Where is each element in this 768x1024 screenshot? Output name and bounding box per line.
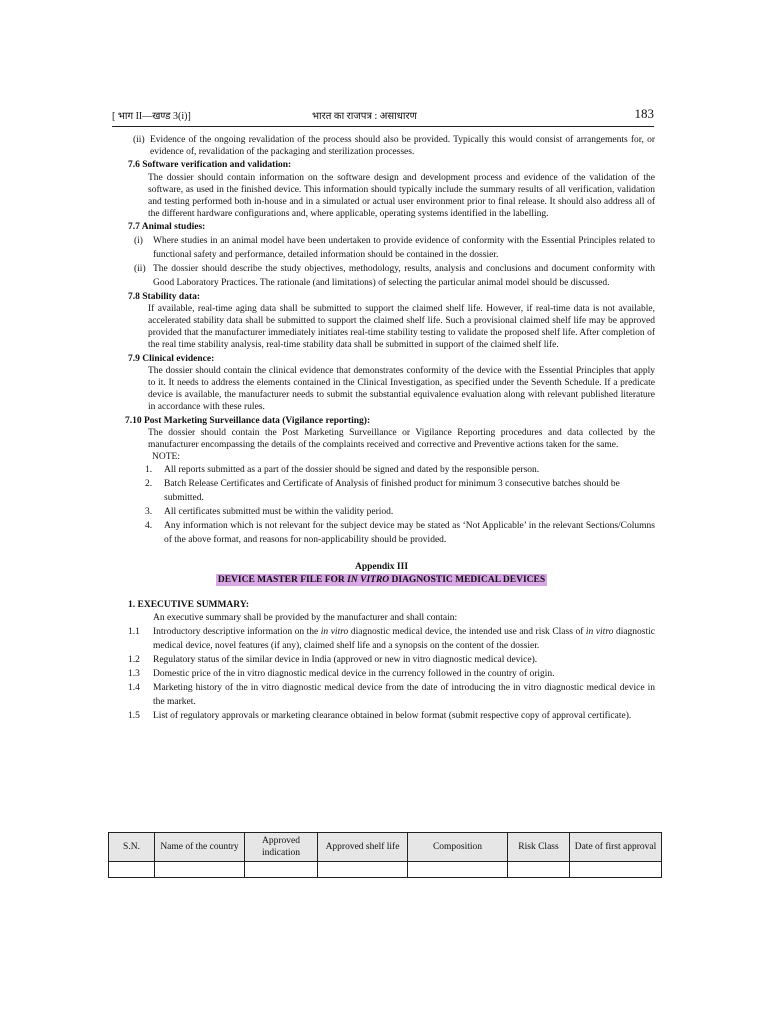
column-header-country: Name of the country [155, 833, 245, 862]
note-number: 1. [145, 465, 153, 476]
appendix-title [216, 574, 547, 586]
table-header-row [109, 833, 662, 862]
summary-text-italic: in vitro [320, 627, 349, 638]
column-header-first-approval: Date of first approval [570, 833, 662, 862]
page-header [112, 106, 654, 127]
section-7-6-heading: 7.6 Software verification and validation: [128, 160, 292, 171]
note-text-2: Batch Release Certificates and Certificate of Analysis of finished product for minimum 3 consecutive batches should be submitted. [164, 479, 620, 504]
note-item-2 [108, 477, 655, 505]
table-cell [109, 862, 155, 878]
appendix-title-pre: DEVICE MASTER FILE FOR [217, 574, 348, 585]
table-cell [570, 862, 662, 878]
header-section-ref: [ भाग II—खण्ड 3(i)] [112, 111, 191, 122]
summary-text-part: diagnostic medical device, the intended use and risk Class of [348, 627, 586, 638]
note-number: 3. [145, 507, 153, 518]
summary-text-1-2: Regulatory status of the similar device in India (approved or new in vitro diagnostic medical device). [153, 655, 538, 666]
regulatory-approvals-table [108, 832, 662, 878]
summary-item-1-2 [108, 653, 655, 667]
column-header-composition: Composition [408, 833, 508, 862]
item-number: (ii) [134, 263, 146, 274]
note-text-3: All certificates submitted must be within the validity period. [164, 507, 394, 518]
animal-study-text-2: The dossier should describe the study objectives, methodology, results, analysis and conclusions and document conformity with Good Laboratory Practices. The rationale (and limitations) of selecting the particular animal model should be discussed. [153, 263, 655, 288]
note-item-3 [108, 505, 655, 519]
table-cell [245, 862, 318, 878]
table-row [109, 862, 662, 878]
summary-item-1-1 [108, 625, 655, 653]
summary-number: 1.5 [128, 711, 140, 722]
summary-text-1-1 [153, 625, 655, 653]
summary-text-1-5: List of regulatory approvals or marketing clearance obtained in below format (submit respective copy of approval certificate). [153, 711, 632, 722]
section-7-8-text: If available, real-time aging data shall be submitted to support the claimed shelf life. However, if real-time data is not available, accelerated stability data shall be submitted to support the claimed shelf life. Such a provisional claimed shelf life may be approved provided that the manufacturer immediately initiates real-time stability testing to validate the proposed shelf life. After completion of the real time stability analysis, real-time stability data shall be submitted in support of the claimed shelf life. [148, 303, 655, 351]
item-number: (ii) [133, 135, 145, 145]
page-number: 183 [634, 106, 654, 121]
appendix-label: Appendix III [354, 562, 409, 573]
section-7-10-text: The dossier should contain the Post Marketing Surveillance or Vigilance Reporting procedures and data collected by the manufacturer encompassing the details of the complaints received and corrective and Preventive actions taken for the same. [148, 427, 655, 451]
summary-text-1-3: Domestic price of the in vitro diagnostic medical device in the currency followed in the country of origin. [153, 669, 555, 680]
executive-summary-intro: An executive summary shall be provided by the manufacturer and shall contain: [153, 613, 458, 624]
table-cell [508, 862, 570, 878]
summary-number: 1.3 [128, 669, 140, 680]
note-text-1: All reports submitted as a part of the dossier should be signed and dated by the responsible person. [164, 465, 540, 476]
section-7-10-heading: 7.10 Post Marketing Surveillance data (Vigilance reporting): [125, 415, 371, 426]
summary-item-1-3 [108, 667, 655, 681]
revalidation-item [108, 134, 655, 158]
animal-study-item-1 [108, 234, 655, 262]
note-number: 2. [145, 479, 153, 490]
section-7-7-heading: 7.7 Animal studies: [128, 222, 206, 233]
summary-number: 1.2 [128, 655, 140, 666]
appendix-title-italic: IN VITRO [347, 574, 390, 585]
column-header-shelf-life: Approved shelf life [318, 833, 408, 862]
header-gazette-title: भारत का राजपत्र : असाधारण [312, 111, 417, 122]
summary-text-1-4: Marketing history of the in vitro diagnostic medical device from the date of introducing the in vitro diagnostic medical device in the market. [153, 683, 655, 708]
note-item-4 [108, 519, 655, 547]
column-header-indication: Approved indication [245, 833, 318, 862]
column-header-risk-class: Risk Class [508, 833, 570, 862]
column-header-sn: S.N. [109, 833, 155, 862]
revalidation-text: Evidence of the ongoing revalidation of the process should also be provided. Typically this would consist of arrangements for, or evidence of, revalidation of the packaging and sterilization processes. [150, 135, 655, 158]
summary-text-part: diagnostic medical device, novel features (if any), claimed shelf life and a synopsis on the content of the dossier. [153, 627, 656, 652]
table-cell [408, 862, 508, 878]
table-cell [318, 862, 408, 878]
summary-text-italic: in vitro [585, 627, 614, 638]
table-cell [155, 862, 245, 878]
note-item-1 [108, 463, 655, 477]
note-label: NOTE: [152, 452, 180, 463]
section-7-9-text: The dossier should contain the clinical evidence that demonstrates conformity of the device with the Essential Principles that apply to it. It needs to address the elements contained in the Clinical Investigation, as specified under the Seventh Schedule. If a predicate device is available, the manufacturer needs to submit the substantial equivalence evaluation along with relevant published literature in accordance with these rules. [148, 365, 655, 413]
item-number: (i) [134, 235, 143, 246]
summary-text-part: Introductory descriptive information on the [153, 627, 321, 638]
summary-number: 1.4 [128, 683, 140, 694]
section-7-9-heading: 7.9 Clinical evidence: [128, 353, 215, 364]
summary-item-1-4 [108, 681, 655, 709]
document-body [108, 134, 655, 723]
summary-number: 1.1 [128, 627, 140, 638]
summary-item-1-5 [108, 709, 655, 723]
executive-summary-heading: 1. EXECUTIVE SUMMARY: [128, 599, 249, 610]
section-7-8-heading: 7.8 Stability data: [128, 291, 201, 302]
appendix-title-post: DIAGNOSTIC MEDICAL DEVICES [389, 574, 546, 585]
appendix-title-row [108, 574, 655, 586]
note-number: 4. [145, 521, 153, 532]
note-text-4: Any information which is not relevant for the subject device may be stated as ‘Not Applicable’ in the relevant Sections/Columns of the above format, and reasons for non-applicability should be provided. [164, 521, 655, 546]
animal-study-text-1: Where studies in an animal model have been undertaken to provide evidence of conformity with the Essential Principles related to functional safety and performance, detailed information should be contained in the dossier. [153, 235, 655, 260]
animal-study-item-2 [108, 262, 655, 290]
section-7-6-text: The dossier should contain information on the software design and development process and evidence of the validation of the software, as used in the finished device. This information should typically include the summary results of all verification, validation and testing performed both in-house and in a simulated or actual user environment prior to final release. It should also address all of the different hardware configurations and, where applicable, operating systems identified in the labelling. [148, 172, 655, 220]
